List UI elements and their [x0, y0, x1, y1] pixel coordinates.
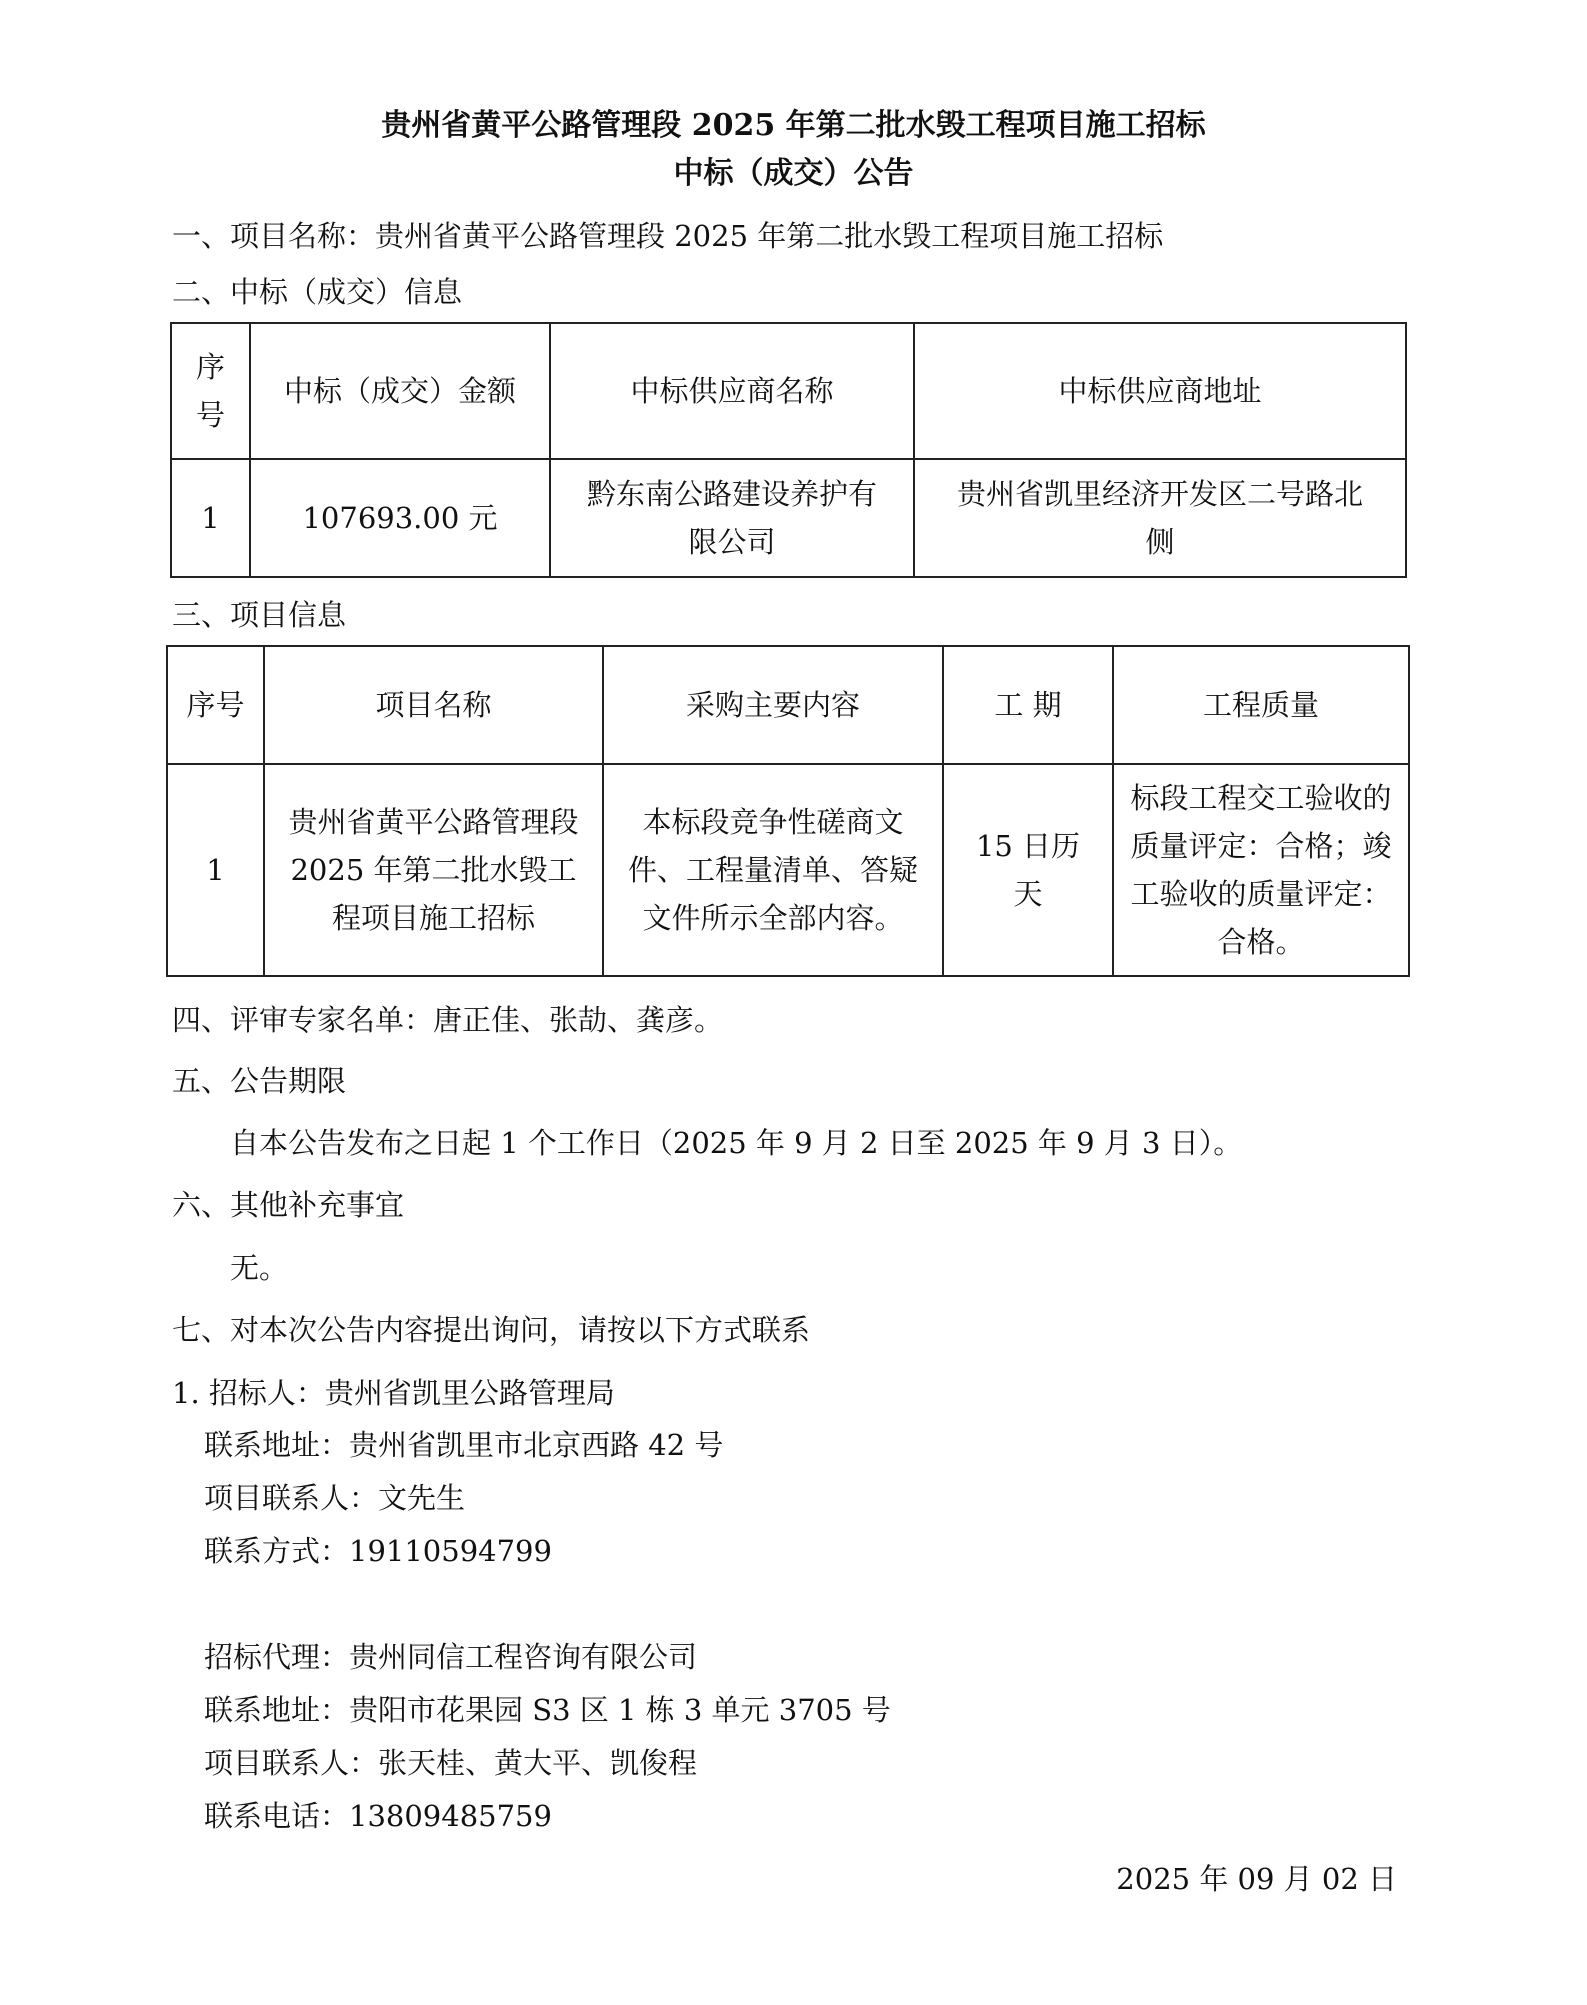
tenderer-contact-person: 项目联系人：文先生	[204, 1481, 466, 1515]
award-header-supplier-name: 中标供应商名称	[550, 323, 914, 459]
section-4-experts: 四、评审专家名单：唐正佳、张劼、龚彦。	[172, 1003, 724, 1037]
project-cell-duration: 15 日历天	[943, 764, 1113, 976]
announcement-date: 2025 年 09 月 02 日	[1116, 1862, 1397, 1896]
project-cell-content: 本标段竞争性磋商文件、工程量清单、答疑文件所示全部内容。	[603, 764, 943, 976]
tenderer-address: 联系地址：贵州省凯里市北京西路 42 号	[204, 1428, 724, 1462]
section-6-body: 无。	[230, 1251, 289, 1285]
section-6-heading: 六、其他补充事宜	[172, 1188, 405, 1222]
table-row	[171, 459, 1406, 577]
tenderer-phone: 联系方式：19110594799	[204, 1534, 552, 1568]
agent-phone: 联系电话：13809485759	[204, 1799, 552, 1833]
project-table-header-row	[167, 646, 1409, 764]
project-header-name: 项目名称	[264, 646, 603, 764]
title-line-1: 贵州省黄平公路管理段 2025 年第二批水毁工程项目施工招标	[381, 108, 1206, 143]
project-cell-index: 1	[167, 764, 264, 976]
award-header-supplier-address: 中标供应商地址	[914, 323, 1406, 459]
award-cell-supplier-address: 贵州省凯里经济开发区二号路北侧	[914, 459, 1406, 577]
project-table	[166, 645, 1410, 977]
section-3-heading: 三、项目信息	[172, 598, 347, 632]
award-header-amount: 中标（成交）金额	[250, 323, 550, 459]
section-7-heading: 七、对本次公告内容提出询问，请按以下方式联系	[172, 1313, 811, 1347]
section-2-heading: 二、中标（成交）信息	[172, 275, 463, 309]
tenderer-name: 1. 招标人：贵州省凯里公路管理局	[172, 1376, 615, 1410]
agent-address: 联系地址：贵阳市花果园 S3 区 1 栋 3 单元 3705 号	[204, 1693, 891, 1727]
project-header-index: 序号	[167, 646, 264, 764]
award-table	[170, 322, 1407, 578]
section-5-body: 自本公告发布之日起 1 个工作日（2025 年 9 月 2 日至 2025 年 9 月 3 日）。	[230, 1126, 1243, 1160]
project-cell-quality: 标段工程交工验收的质量评定：合格；竣工验收的质量评定：合格。	[1113, 764, 1409, 976]
section-1-project-name: 一、项目名称：贵州省黄平公路管理段 2025 年第二批水毁工程项目施工招标	[172, 219, 1164, 253]
award-table-header-row	[171, 323, 1406, 459]
award-header-index: 序号	[171, 323, 250, 459]
agent-name: 招标代理：贵州同信工程咨询有限公司	[204, 1640, 698, 1674]
project-header-duration: 工 期	[943, 646, 1113, 764]
award-cell-index: 1	[171, 459, 250, 577]
project-header-content: 采购主要内容	[603, 646, 943, 764]
table-row	[167, 764, 1409, 976]
award-cell-supplier-name: 黔东南公路建设养护有限公司	[550, 459, 914, 577]
agent-contact-person: 项目联系人：张天桂、黄大平、凯俊程	[204, 1746, 698, 1780]
title-line-2: 中标（成交）公告	[673, 156, 914, 191]
award-cell-amount: 107693.00 元	[250, 459, 550, 577]
section-5-heading: 五、公告期限	[172, 1064, 347, 1098]
project-header-quality: 工程质量	[1113, 646, 1409, 764]
project-cell-name: 贵州省黄平公路管理段 2025 年第二批水毁工程项目施工招标	[264, 764, 603, 976]
